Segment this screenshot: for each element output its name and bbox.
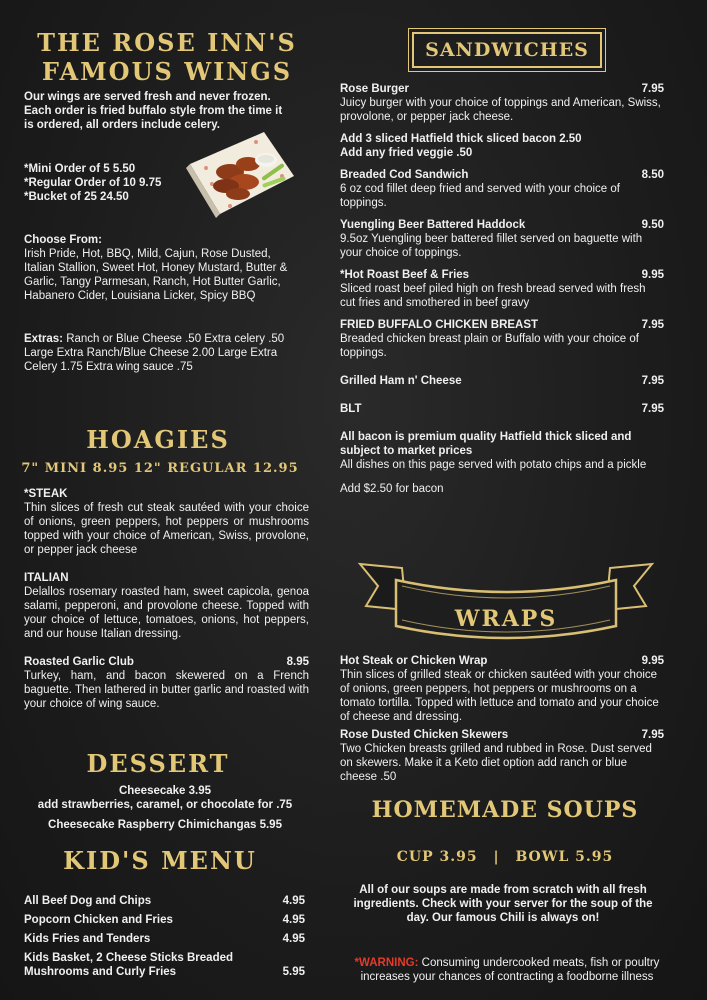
wrap-item-price: 7.95	[641, 729, 664, 741]
wings-choose	[24, 233, 292, 303]
sandwich-item	[340, 218, 664, 260]
wrap-item-price: 9.95	[641, 655, 664, 667]
sandwiches-title	[412, 32, 602, 68]
sandwich-item-desc: 9.5oz Yuengling beer battered fillet served on baguette with your choice of toppings.	[340, 233, 643, 259]
hoagie-item-name: ITALIAN	[24, 572, 69, 584]
sandwich-item-name: *Hot Roast Beef & Fries	[340, 269, 470, 281]
kids-title: KID'S MENU	[63, 846, 257, 875]
kids-item-price: 4.95	[282, 933, 305, 945]
wraps-banner	[356, 556, 656, 646]
sandwich-item-name: FRIED BUFFALO CHICKEN BREAST	[340, 319, 539, 331]
kids-item	[24, 913, 305, 927]
hoagies-title: HOAGIES	[86, 425, 230, 454]
ribbon-graphic	[356, 556, 656, 646]
soups-bowl-price: BOWL 5.95	[515, 849, 614, 865]
wings-title	[22, 28, 312, 86]
kids-item	[24, 932, 305, 946]
sandwich-item-price: 7.95	[641, 83, 664, 95]
sandwich-item	[340, 168, 664, 210]
wings-title-line1: THE ROSE INN'S	[37, 28, 297, 57]
sandwich-addon-veggie: Add any fried veggie .50	[340, 147, 473, 159]
wrap-item	[340, 728, 664, 784]
hoagie-item-desc: Thin slices of fresh cut steak sautéed with your choice of onions, green peppers, hot peppers or mushrooms topped with your choice of American, Swiss, provolone, or pepper jack cheese	[24, 502, 309, 556]
wrap-item-desc: Thin slices of grilled steak or chicken sautéed with your choice of onions, green peppers, hot peppers or mushrooms on a tomato tortilla. Topped with lettuce and tomato and your choice of cheese and dressing.	[340, 669, 659, 723]
sandwich-item-desc: 6 oz cod fillet deep fried and served with your choice of toppings.	[340, 183, 620, 209]
sandwich-item-name: Rose Burger	[340, 83, 410, 95]
soups-separator: |	[493, 849, 500, 865]
hoagies-sizes: 7" MINI 8.95 12" REGULAR 12.95	[21, 461, 299, 476]
wings-intro: Our wings are served fresh and never frozen. Each order is fried buffalo style from the time it is ordered, all orders include celery.	[24, 91, 283, 131]
dessert-title: DESSERT	[86, 749, 230, 778]
wrap-item-name: Hot Steak or Chicken Wrap	[340, 655, 488, 667]
hoagie-item-name: Roasted Garlic Club	[24, 656, 134, 668]
wings-title-line2: FAMOUS WINGS	[41, 57, 293, 86]
wrap-item-desc: Two Chicken breasts grilled and rubbed in Rose. Dust served on skewers. Make it a Keto diet option add ranch or blue cheese .50	[340, 743, 652, 783]
soups-cup-price: CUP 3.95	[396, 849, 478, 865]
sandwich-item-price: 7.95	[641, 403, 664, 415]
wings-extras	[24, 332, 298, 374]
sandwich-addons	[340, 132, 664, 160]
wings-size-bucket: *Bucket of 25 24.50	[24, 191, 129, 203]
sandwich-item-price: 9.50	[641, 219, 664, 231]
kids-item-name: Popcorn Chicken and Fries	[24, 914, 173, 926]
sandwich-item-name: Breaded Cod Sandwich	[340, 169, 469, 181]
hoagie-item	[24, 487, 309, 557]
kids-item-price: 5.95	[282, 966, 305, 978]
sandwiches-title-text: SANDWICHES	[425, 39, 589, 61]
warning-notice	[340, 956, 674, 984]
sandwich-item-price: 7.95	[641, 319, 664, 331]
hoagie-item-desc: Delallos rosemary roasted ham, sweet capicola, genoa salami, pepperoni, and provolone cheese. Topped with your choice of lettuce, tomatoes, onions, hot peppers, and our house Italian dressing.	[24, 586, 309, 640]
kids-item-price: 4.95	[282, 895, 305, 907]
sandwich-item-price: 9.95	[641, 269, 664, 281]
sandwich-item-desc: Breaded chicken breast plain or Buffalo with your choice of toppings.	[340, 333, 639, 359]
hoagie-item-name: *STEAK	[24, 488, 68, 500]
sandwich-item	[340, 318, 664, 360]
wings-extras-label: Extras:	[24, 333, 63, 345]
hoagie-item	[24, 655, 309, 711]
wings-flavor-list: Irish Pride, Hot, BBQ, Mild, Cajun, Rose Dusted, Italian Stallion, Sweet Hot, Honey Mustard, Butter & Garlic, Tangy Parmesan, Ranch, Hot Butter Garlic, Habanero Cider, Louisiana Licker, Spicy BBQ	[24, 248, 288, 302]
hoagies-list	[24, 487, 309, 719]
sandwich-item	[340, 268, 664, 310]
wings-basket-image	[186, 124, 298, 220]
wraps-title: WRAPS	[454, 606, 558, 632]
hoagie-item	[24, 571, 309, 641]
wrap-item	[340, 654, 664, 724]
wraps-list	[340, 654, 664, 792]
sandwich-item-price: 8.50	[641, 169, 664, 181]
wings-choose-label: Choose From:	[24, 234, 102, 246]
warning-text: Consuming undercooked meats, fish or poultry increases your chances of contracting a foodborne illness	[360, 957, 660, 983]
wings-extras-text: Ranch or Blue Cheese .50 Extra celery .50 Large Extra Ranch/Blue Cheese 2.00 Large Extra Celery 1.75 Extra wing sauce .75	[24, 333, 285, 373]
soups-prices	[340, 849, 670, 865]
kids-item	[24, 951, 305, 979]
kids-item	[24, 894, 305, 908]
sandwiches-bacon-note: All bacon is premium quality Hatfield thick sliced and subject to market prices	[340, 431, 632, 457]
wings-size-regular: *Regular Order of 10 9.75	[24, 177, 162, 189]
warning-label: *WARNING:	[354, 957, 419, 969]
hoagie-item-desc: Turkey, ham, and bacon skewered on a French baguette. Then lathered in butter garlic and roasted with your choice of wing sauce.	[24, 670, 309, 710]
dessert-cheesecake: Cheesecake 3.95	[118, 785, 212, 797]
sandwich-item	[340, 402, 664, 416]
sandwich-item	[340, 374, 664, 388]
soups-note: All of our soups are made from scratch with all fresh ingredients. Check with your server for the soup of the day. Our famous Chili is always on!	[353, 884, 653, 924]
sandwich-item-name: BLT	[340, 403, 362, 415]
sandwiches-add-bacon: Add $2.50 for bacon	[340, 483, 444, 495]
kids-list	[24, 894, 305, 979]
dessert-chimichangas: Cheesecake Raspberry Chimichangas 5.95	[48, 819, 282, 831]
sandwich-item	[340, 82, 664, 124]
wings-sizes	[24, 162, 194, 204]
sandwich-item-desc: Sliced roast beef piled high on fresh bread served with fresh cut fries and smothered in beef gravy	[340, 283, 646, 309]
hoagie-item-price: 8.95	[286, 656, 309, 668]
kids-item-price: 4.95	[282, 914, 305, 926]
kids-item-name: Kids Basket, 2 Cheese Sticks Breaded Mushrooms and Curly Fries	[24, 952, 234, 978]
sandwiches-sides-note: All dishes on this page served with potato chips and a pickle	[340, 459, 647, 471]
sandwich-addon-bacon: Add 3 sliced Hatfield thick sliced bacon 2.50	[340, 133, 582, 145]
sandwich-item-desc: Juicy burger with your choice of toppings and American, Swiss, provolone, or pepper jack cheese.	[340, 97, 661, 123]
sandwiches-list	[340, 82, 664, 496]
sandwich-item-name: Grilled Ham n' Cheese	[340, 375, 462, 387]
wrap-item-name: Rose Dusted Chicken Skewers	[340, 729, 509, 741]
sandwich-item-name: Yuengling Beer Battered Haddock	[340, 219, 526, 231]
sandwich-item-price: 7.95	[641, 375, 664, 387]
kids-item-name: Kids Fries and Tenders	[24, 933, 151, 945]
soups-title: HOMEMADE SOUPS	[371, 797, 639, 823]
wings-size-mini: *Mini Order of 5 5.50	[24, 163, 136, 175]
dessert-addons: add strawberries, caramel, or chocolate for .75	[37, 799, 293, 811]
dessert-block	[20, 784, 310, 832]
kids-item-name: All Beef Dog and Chips	[24, 895, 152, 907]
